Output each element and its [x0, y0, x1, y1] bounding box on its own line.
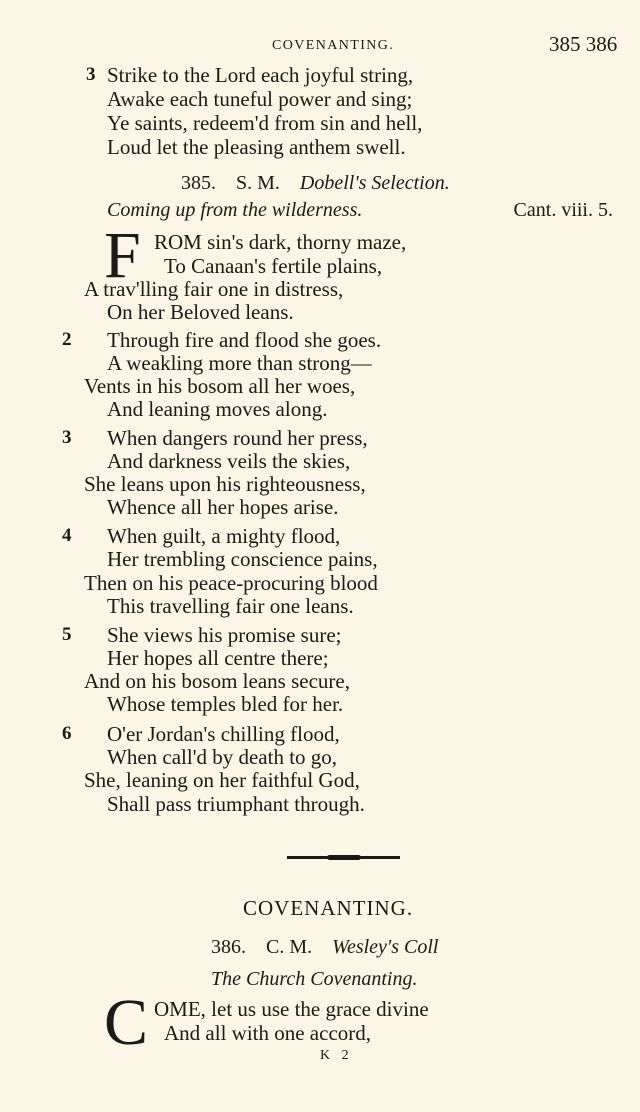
ornamental-divider: [287, 856, 400, 859]
verse-line: When call'd by death to go,: [107, 745, 338, 769]
verse-line: And darkness veils the skies,: [107, 449, 351, 473]
verse-line: Strike to the Lord each joyful string,: [107, 63, 414, 87]
verse-line: Then on his peace-procuring blood: [84, 571, 378, 595]
verse-line: A weakling more than strong—: [107, 351, 372, 375]
hymn-number: 385.: [181, 172, 216, 194]
verse-line: She leans upon his righteousness,: [84, 472, 366, 496]
running-title: COVENANTING.: [272, 38, 395, 53]
verse-line: Whence all her hopes arise.: [107, 495, 339, 519]
scripture-reference: Cant. viii. 5.: [513, 199, 613, 221]
section-title: COVENANTING.: [243, 896, 414, 920]
verse-number: 3: [62, 427, 72, 448]
drop-cap: F: [104, 219, 141, 292]
verse-line: To Canaan's fertile plains,: [164, 254, 383, 278]
verse-line: Ye saints, redeem'd from sin and hell,: [107, 111, 423, 135]
verse-number: 6: [62, 723, 72, 744]
verse-line: When dangers round her press,: [107, 426, 368, 450]
page-number: 385 386: [549, 32, 618, 56]
verse-line: When guilt, a mighty flood,: [107, 524, 341, 548]
hymn-meter: S. M.: [236, 172, 280, 194]
verse-line: A trav'lling fair one in distress,: [84, 277, 344, 301]
verse-line: She, leaning on her faithful God,: [84, 768, 360, 792]
drop-cap: C: [104, 986, 149, 1059]
verse-line: And leaning moves along.: [107, 397, 328, 421]
verse-line: And on his bosom leans secure,: [84, 669, 350, 693]
verse-line: O'er Jordan's chilling flood,: [107, 722, 340, 746]
verse-number: 3: [86, 64, 96, 85]
verse-line: Through fire and flood she goes.: [107, 328, 382, 352]
hymn-number: 386.: [211, 936, 246, 958]
hymn-subtitle: The Church Covenanting.: [211, 968, 418, 990]
verse-line: Shall pass triumphant through.: [107, 792, 365, 816]
hymn-source: Wesley's Coll: [332, 936, 439, 958]
verse-number: 4: [62, 525, 72, 546]
running-head: [0, 32, 640, 60]
verse-line: ROM sin's dark, thorny maze,: [154, 230, 407, 254]
verse-line: Awake each tuneful power and sing;: [107, 87, 413, 111]
verse-line: Vents in his bosom all her woes,: [84, 374, 356, 398]
verse-line: OME, let us use the grace divine: [154, 997, 429, 1021]
verse-line: Loud let the pleasing anthem swell.: [107, 135, 406, 159]
verse-line: And all with one accord,: [164, 1021, 372, 1045]
verse-line: Her trembling conscience pains,: [107, 547, 378, 571]
hymn-meter: C. M.: [266, 936, 313, 958]
hymn-385-subtitle-row: [107, 199, 613, 222]
signature-mark: K 2: [320, 1048, 353, 1063]
hymn-source: Dobell's Selection.: [299, 172, 450, 194]
verse-line: On her Beloved leans.: [107, 300, 294, 324]
verse-line: She views his promise sure;: [107, 623, 342, 647]
verse-line: Her hopes all centre there;: [107, 646, 329, 670]
verse-line: Whose temples bled for her.: [107, 692, 344, 716]
hymn-385-header: [181, 172, 450, 195]
verse-number: 2: [62, 329, 72, 350]
hymn-386-header: [211, 936, 438, 959]
hymn-subtitle: Coming up from the wilderness.: [107, 199, 363, 221]
hymn-386-subtitle-row: [211, 968, 417, 991]
verse-number: 5: [62, 624, 72, 645]
verse-line: This travelling fair one leans.: [107, 594, 354, 618]
